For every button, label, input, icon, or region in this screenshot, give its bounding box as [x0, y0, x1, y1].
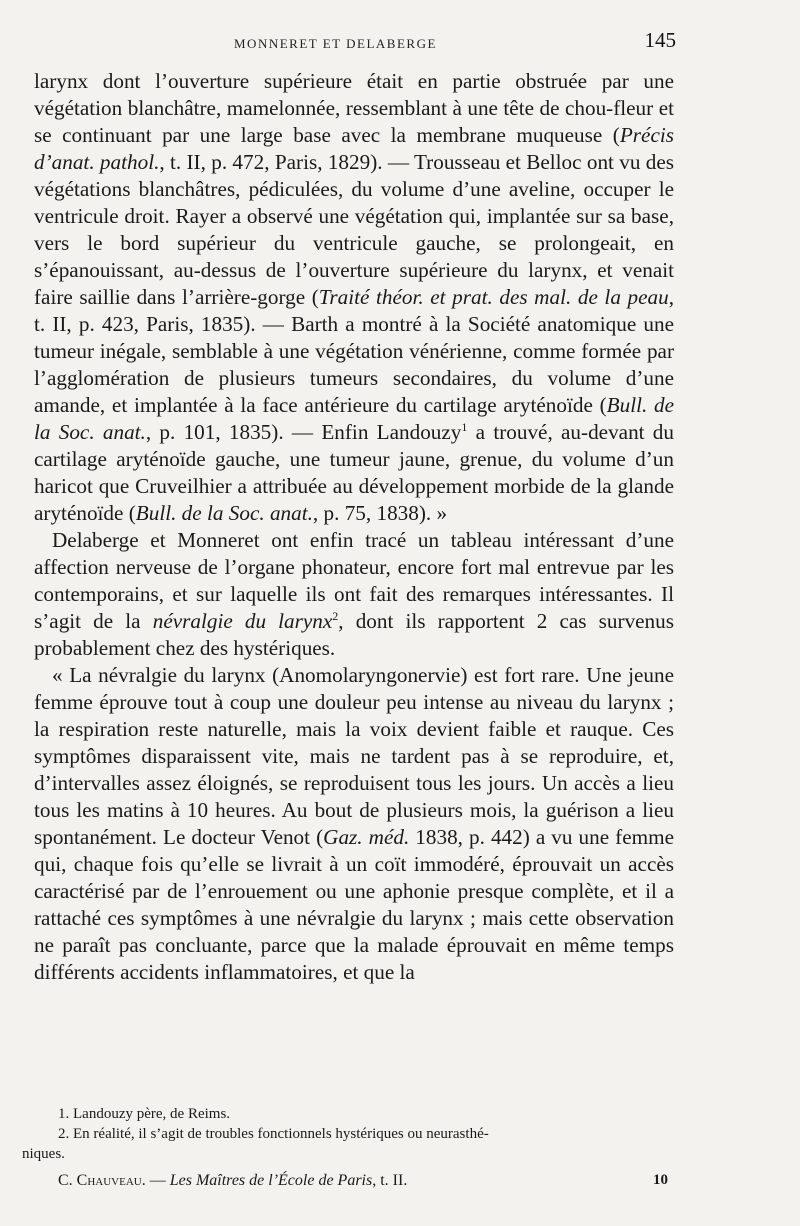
- paragraph-3: [34, 662, 674, 986]
- footnotes: [22, 1104, 698, 1164]
- page: [34, 24, 674, 986]
- text-run: , p. 101, 1835). — Enfin Landouzy: [145, 420, 462, 444]
- paragraph-1: [34, 68, 674, 527]
- paragraph-2: [34, 527, 674, 662]
- citation-italic: Gaz. méd.: [323, 825, 410, 849]
- signature-mark: 10: [653, 1172, 668, 1188]
- text-run: 1838, p. 442) a vu une femme qui, chaque fois qu’elle se livrait à un coït immodéré, éprouvait un accès caractérisé par de l’enrouement ou une aphonie presque complète, et il a rattaché ces symptômes à une névralgie du larynx ; mais cette observation ne paraît pas concluante, parce que la malade éprouvait en même temps différents accidents inflammatoires, et que la: [34, 825, 674, 984]
- body-text: [34, 68, 674, 986]
- source-volume: , t. II.: [372, 1172, 408, 1189]
- source-dash: . —: [141, 1172, 170, 1189]
- source-line: [58, 1172, 668, 1190]
- text-run: , p. 75, 1838). »: [312, 501, 448, 525]
- source-author-initial: C.: [58, 1172, 77, 1189]
- source-title: Les Maîtres de l’École de Paris: [169, 1172, 373, 1189]
- running-head: [34, 24, 674, 58]
- citation-italic: Bull. de la Soc. anat.: [135, 501, 313, 525]
- citation-italic: Traité théor. et prat. des mal. de la peau: [318, 285, 669, 309]
- text-run: larynx dont l’ouverture supérieure était en partie obstruée par une végétation blanchâtre, mamelonnée, ressemblant à une tête de chou-fleur et se continuant par une large base avec la membrane muqueuse (: [34, 69, 674, 147]
- text-run: , t. II, p. 472, Paris, 1829). — Trousseau et Belloc ont vu des végétations blanchâtres, pédiculées, du volume d’une aveline, occuper le ventricule droit. Rayer a observé une végétation qui, implantée sur sa base, vers le bord supérieur du ventricule gauche, se prolongeait, en s’épanouissant, au-dessus de l’ouverture supérieure du larynx, et venait faire saillie dans l’arrière-gorge (: [34, 150, 675, 309]
- text-run: , t. II, p. 423, Paris, 1835). — Barth a montré à la Société anatomique une tumeur inégale, semblable à une végétation vénérienne, comme formée par l’agglomération de plusieurs tumeurs secondaires, du volume d’une amande, et implantée à la face antérieure du cartilage aryténoïde (: [34, 285, 674, 417]
- citation-italic: Bull. de la Soc. anat.: [34, 393, 675, 444]
- text-run: Delaberge et Monneret ont enfin tracé un tableau intéressant d’une affection nerveuse de l’organe phonateur, encore fort mal entrevue par les contemporains, et sur laquelle ils ont fait des remarques intéressantes. Il s’agit de la: [34, 528, 674, 633]
- running-title: MONNERET ET DELABERGE: [234, 36, 437, 51]
- footnote-1: 1. Landouzy père, de Reims.: [58, 1106, 231, 1122]
- citation-italic: Précis d’anat. pathol.: [34, 123, 674, 174]
- source-author-name: Chauveau: [76, 1172, 142, 1189]
- footnote-2-continuation: niques.: [22, 1146, 65, 1162]
- text-run: « La névralgie du larynx (Anomolaryngonervie) est fort rare. Une jeune femme éprouve tout à coup une douleur peu intense au niveau du larynx ; la respiration reste naturelle, mais la voix devient faible et rauque. Ces symptômes disparaissent vite, mais ne tardent pas à se reproduire, et, d’intervalles assez éloignés, se reproduisent tous les jours. Un accès a lieu tous les matins à 10 heures. Au bout de plusieurs mois, la guérison a lieu spontanément. Le docteur Venot (: [34, 663, 674, 849]
- footnote-ref: 1: [461, 420, 468, 434]
- text-run: a trouvé, au-devant du cartilage aryténoïde gauche, une tumeur jaune, grenue, du volume d’un haricot que Cruveilhier a attribuée au développement morbide de la glande aryténoïde (: [34, 420, 674, 525]
- text-run: , dont ils rapportent 2 cas survenus probablement chez des hystériques.: [34, 609, 674, 660]
- footnote-2: 2. En réalité, il s’agit de troubles fonctionnels hystériques ou neurasthé-: [58, 1126, 489, 1142]
- page-number: 145: [644, 28, 676, 52]
- footnote-ref: 2: [332, 609, 339, 623]
- citation-italic: névralgie du larynx: [152, 609, 333, 633]
